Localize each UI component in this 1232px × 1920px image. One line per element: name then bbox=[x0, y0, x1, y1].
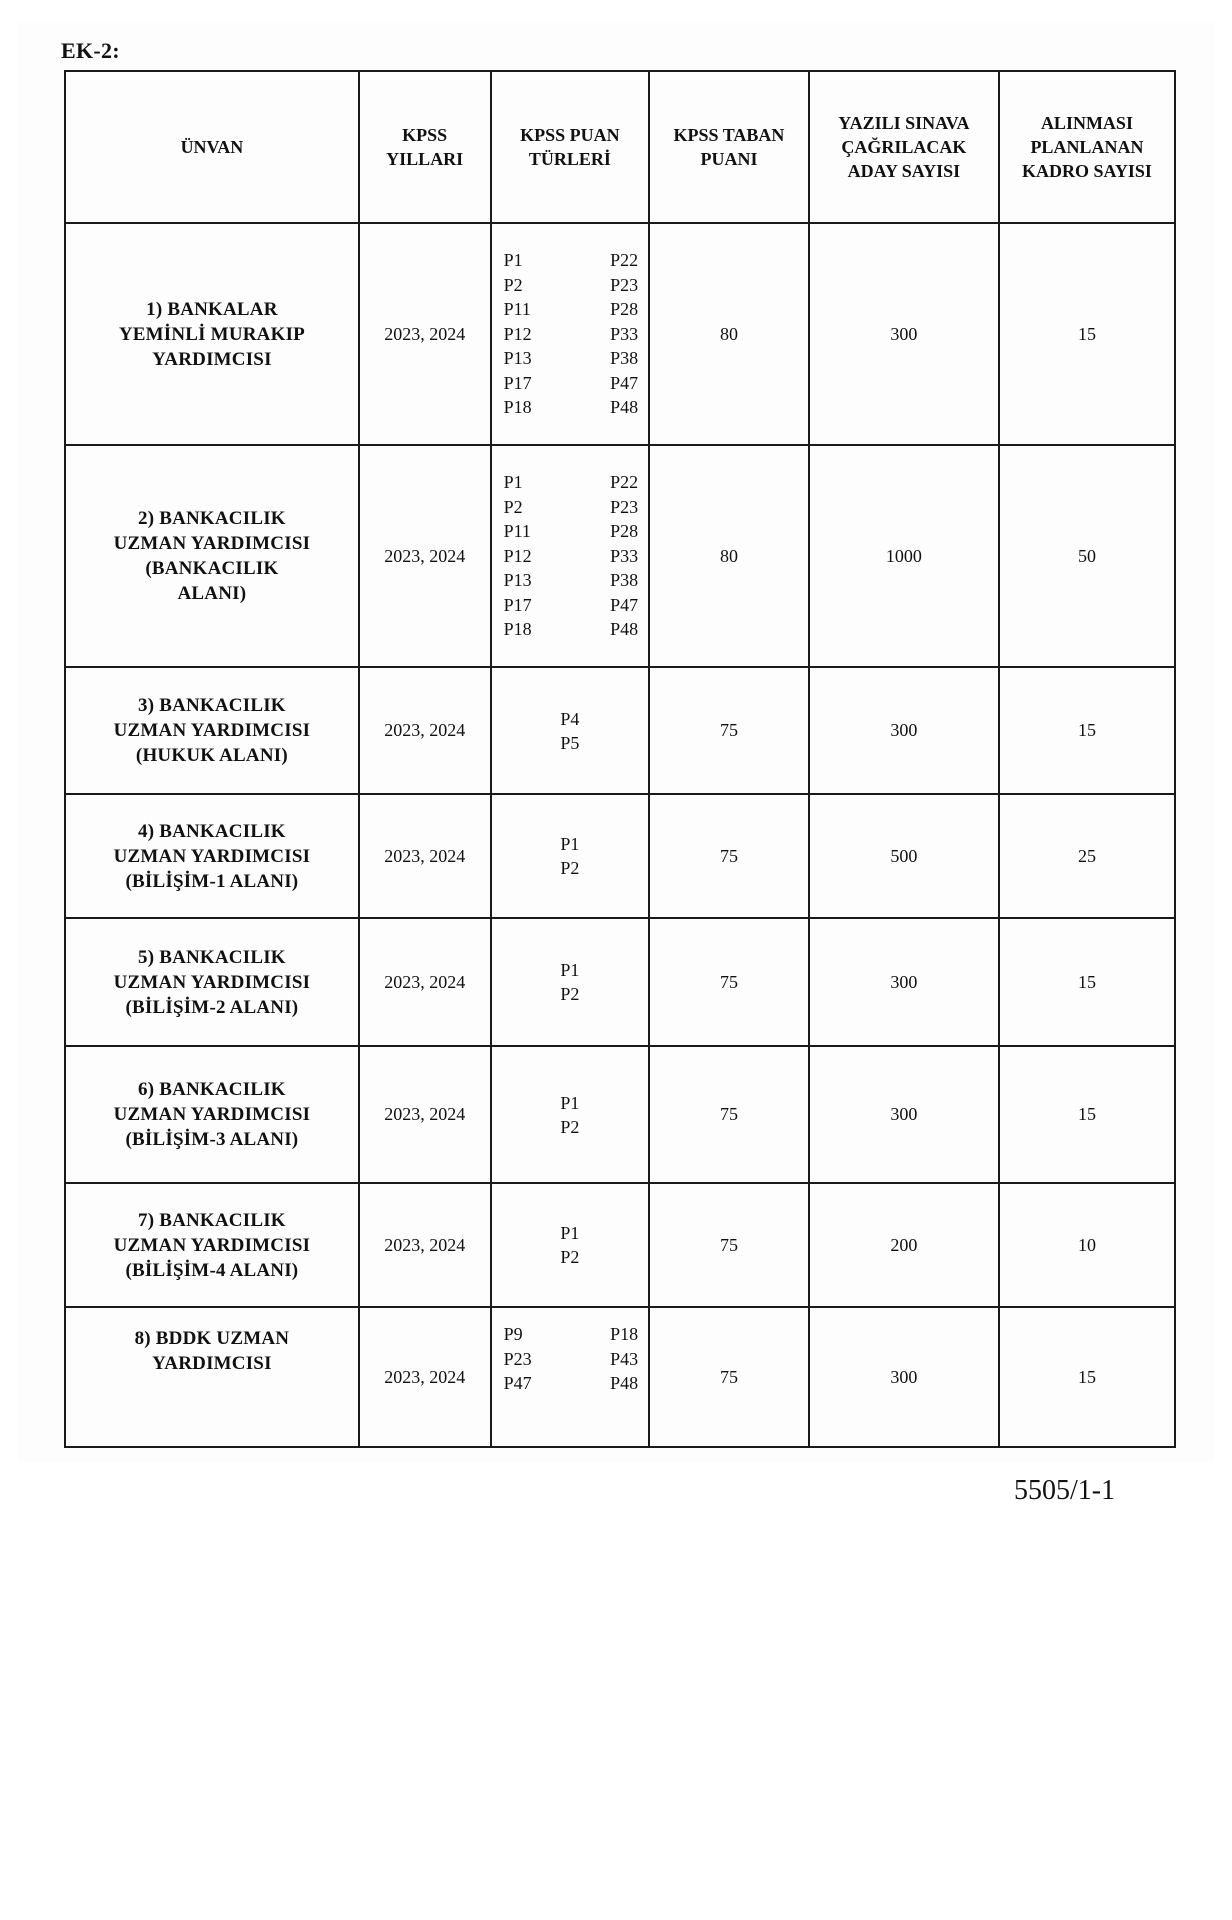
score-type: P13 bbox=[503, 348, 532, 369]
score-type: P48 bbox=[610, 619, 639, 640]
score-type: P33 bbox=[610, 545, 639, 566]
candidate-count-cell bbox=[809, 667, 999, 794]
score-type: P47 bbox=[610, 594, 639, 615]
position-count-cell bbox=[999, 223, 1175, 445]
score-type: P47 bbox=[503, 1373, 532, 1393]
min-score: 75 bbox=[719, 845, 738, 866]
score-types-list bbox=[492, 1221, 649, 1269]
position-count-cell bbox=[999, 667, 1175, 794]
score-type: P11 bbox=[503, 299, 531, 320]
table-row bbox=[65, 1183, 1175, 1307]
years-cell bbox=[359, 1046, 491, 1183]
position-count: 50 bbox=[1077, 545, 1096, 566]
candidate-count: 200 bbox=[890, 1234, 918, 1255]
score-types-grid bbox=[492, 470, 649, 642]
score-type: P11 bbox=[503, 521, 531, 542]
position-title: 1) BANKALAR YEMİNLİ MURAKIP YARDIMCISI bbox=[118, 298, 305, 370]
score-types-cell bbox=[491, 1183, 650, 1307]
position-count: 15 bbox=[1077, 323, 1096, 344]
score-type: P9 bbox=[503, 1324, 523, 1344]
candidate-count: 300 bbox=[890, 1366, 918, 1387]
score-types-cell bbox=[491, 918, 650, 1046]
score-type: P23 bbox=[503, 1348, 532, 1369]
min-score: 80 bbox=[719, 323, 738, 344]
position-count-cell bbox=[999, 918, 1175, 1046]
position-title: 7) BANKACILIK UZMAN YARDIMCISI (BİLİŞİM-4 ALANI) bbox=[113, 1209, 311, 1281]
table-row bbox=[65, 667, 1175, 794]
table-row bbox=[65, 918, 1175, 1046]
score-type: P38 bbox=[610, 348, 639, 369]
kpss-years: 2023, 2024 bbox=[384, 1366, 466, 1387]
candidate-count-cell bbox=[809, 1046, 999, 1183]
score-type: P23 bbox=[610, 496, 639, 517]
candidate-count: 300 bbox=[890, 323, 918, 344]
min-score: 75 bbox=[719, 1104, 738, 1124]
annex-label: EK-2: bbox=[61, 38, 120, 63]
min-score: 75 bbox=[719, 1234, 738, 1255]
min-score-cell bbox=[649, 445, 809, 667]
candidate-count: 300 bbox=[890, 971, 918, 992]
years-cell bbox=[359, 667, 491, 794]
min-score: 80 bbox=[719, 545, 738, 566]
header-position-count: ALINMASI PLANLANAN KADRO SAYISI bbox=[999, 71, 1175, 223]
page-number: 5505/1-1 bbox=[1014, 1475, 1116, 1506]
header-min-score: KPSS TABAN PUANI bbox=[649, 71, 809, 223]
kpss-years: 2023, 2024 bbox=[384, 1234, 466, 1255]
score-types-cell bbox=[491, 445, 650, 667]
score-types-cell bbox=[491, 1307, 650, 1447]
score-types-list bbox=[492, 958, 649, 1006]
score-types-cell bbox=[491, 794, 650, 918]
years-cell bbox=[359, 1307, 491, 1447]
score-types-list bbox=[492, 1091, 649, 1139]
score-types-cell bbox=[491, 223, 650, 445]
candidate-count: 500 bbox=[890, 845, 918, 866]
kpss-years: 2023, 2024 bbox=[384, 1104, 466, 1124]
position-count: 15 bbox=[1077, 1104, 1096, 1124]
table-row bbox=[65, 1046, 1175, 1183]
candidate-count-cell bbox=[809, 794, 999, 918]
table-row bbox=[65, 794, 1175, 918]
position-count-cell bbox=[999, 1046, 1175, 1183]
position-count: 15 bbox=[1077, 971, 1096, 992]
years-cell bbox=[359, 1183, 491, 1307]
position-count-cell bbox=[999, 794, 1175, 918]
header-score-types: KPSS PUAN TÜRLERİ bbox=[491, 71, 650, 223]
min-score-cell bbox=[649, 1046, 809, 1183]
score-type: P2 bbox=[503, 496, 523, 517]
score-types-list bbox=[492, 707, 649, 755]
score-type: P13 bbox=[503, 570, 532, 591]
score-type: P28 bbox=[610, 299, 639, 320]
years-cell bbox=[359, 918, 491, 1046]
positions-table bbox=[64, 70, 1176, 1448]
score-type: P47 bbox=[610, 372, 639, 393]
header-candidate-count: YAZILI SINAVA ÇAĞRILACAK ADAY SAYISI bbox=[809, 71, 999, 223]
title-cell bbox=[65, 223, 359, 445]
candidate-count-cell bbox=[809, 918, 999, 1046]
candidate-count-cell bbox=[809, 1183, 999, 1307]
min-score-cell bbox=[649, 918, 809, 1046]
min-score: 75 bbox=[719, 720, 738, 740]
table-header-row bbox=[65, 71, 1175, 223]
kpss-years: 2023, 2024 bbox=[384, 323, 466, 344]
min-score-cell bbox=[649, 667, 809, 794]
score-type: P5 bbox=[560, 732, 580, 753]
header-kpss-years: KPSS YILLARI bbox=[359, 71, 491, 223]
position-title: 6) BANKACILIK UZMAN YARDIMCISI (BİLİŞİM-3 ALANI) bbox=[113, 1079, 311, 1150]
score-type: P1 bbox=[503, 472, 523, 493]
score-type: P12 bbox=[503, 545, 532, 566]
score-type: P38 bbox=[610, 570, 639, 591]
score-types-cell bbox=[491, 1046, 650, 1183]
title-cell bbox=[65, 794, 359, 918]
score-type: P18 bbox=[610, 1324, 639, 1344]
title-cell bbox=[65, 918, 359, 1046]
table-row bbox=[65, 1307, 1175, 1447]
score-type: P18 bbox=[503, 397, 532, 418]
min-score-cell bbox=[649, 223, 809, 445]
score-type: P1 bbox=[560, 1092, 580, 1113]
score-type: P28 bbox=[610, 521, 639, 542]
min-score-cell bbox=[649, 1307, 809, 1447]
title-cell bbox=[65, 445, 359, 667]
score-type: P22 bbox=[610, 472, 639, 493]
score-type: P17 bbox=[503, 594, 532, 615]
position-title: 4) BANKACILIK UZMAN YARDIMCISI (BİLİŞİM-1 ALANI) bbox=[113, 820, 311, 892]
score-type: P1 bbox=[560, 960, 580, 980]
score-type: P2 bbox=[560, 984, 580, 1004]
score-type: P2 bbox=[560, 1247, 580, 1267]
score-type: P1 bbox=[560, 1223, 580, 1243]
header-title: ÜNVAN bbox=[65, 71, 359, 223]
score-type: P48 bbox=[610, 397, 639, 418]
score-type: P2 bbox=[503, 274, 523, 295]
score-types-list bbox=[492, 832, 649, 880]
position-count: 25 bbox=[1077, 845, 1096, 866]
score-type: P12 bbox=[503, 323, 532, 344]
min-score-cell bbox=[649, 794, 809, 918]
position-count-cell bbox=[999, 1183, 1175, 1307]
score-type: P33 bbox=[610, 323, 639, 344]
title-cell bbox=[65, 1183, 359, 1307]
position-title: 5) BANKACILIK UZMAN YARDIMCISI (BİLİŞİM-2 ALANI) bbox=[113, 946, 311, 1018]
score-type: P17 bbox=[503, 372, 532, 393]
candidate-count-cell bbox=[809, 445, 999, 667]
min-score-cell bbox=[649, 1183, 809, 1307]
position-count: 15 bbox=[1077, 1366, 1096, 1387]
score-type: P2 bbox=[560, 858, 580, 878]
candidate-count-cell bbox=[809, 1307, 999, 1447]
title-cell bbox=[65, 1307, 359, 1447]
candidate-count: 1000 bbox=[885, 545, 922, 566]
kpss-years: 2023, 2024 bbox=[384, 545, 466, 566]
position-title: 8) BDDK UZMAN YARDIMCISI bbox=[134, 1328, 290, 1374]
position-count: 10 bbox=[1077, 1234, 1096, 1255]
years-cell bbox=[359, 794, 491, 918]
min-score: 75 bbox=[719, 971, 738, 992]
kpss-years: 2023, 2024 bbox=[384, 971, 466, 992]
position-count-cell bbox=[999, 445, 1175, 667]
score-types-cell bbox=[491, 667, 650, 794]
candidate-count: 300 bbox=[890, 1104, 918, 1124]
candidate-count-cell bbox=[809, 223, 999, 445]
years-cell bbox=[359, 445, 491, 667]
position-title: 2) BANKACILIK UZMAN YARDIMCISI (BANKACILIK ALANI) bbox=[113, 508, 311, 604]
score-type: P43 bbox=[610, 1348, 639, 1369]
candidate-count: 300 bbox=[890, 720, 918, 740]
position-count-cell bbox=[999, 1307, 1175, 1447]
table-row bbox=[65, 445, 1175, 667]
title-cell bbox=[65, 667, 359, 794]
min-score: 75 bbox=[719, 1366, 738, 1387]
score-type: P1 bbox=[503, 250, 523, 271]
title-cell bbox=[65, 1046, 359, 1183]
years-cell bbox=[359, 223, 491, 445]
score-type: P2 bbox=[560, 1116, 580, 1137]
score-types-grid bbox=[492, 1322, 649, 1396]
kpss-years: 2023, 2024 bbox=[384, 845, 466, 866]
score-type: P4 bbox=[560, 708, 580, 729]
position-count: 15 bbox=[1077, 720, 1096, 740]
table-row bbox=[65, 223, 1175, 445]
score-type: P1 bbox=[560, 834, 580, 854]
score-type: P22 bbox=[610, 250, 639, 271]
score-type: P23 bbox=[610, 274, 639, 295]
score-type: P18 bbox=[503, 619, 532, 640]
kpss-years: 2023, 2024 bbox=[384, 720, 466, 740]
score-types-grid bbox=[492, 248, 649, 420]
position-title: 3) BANKACILIK UZMAN YARDIMCISI (HUKUK ALANI) bbox=[113, 695, 311, 766]
score-type: P48 bbox=[610, 1373, 639, 1393]
